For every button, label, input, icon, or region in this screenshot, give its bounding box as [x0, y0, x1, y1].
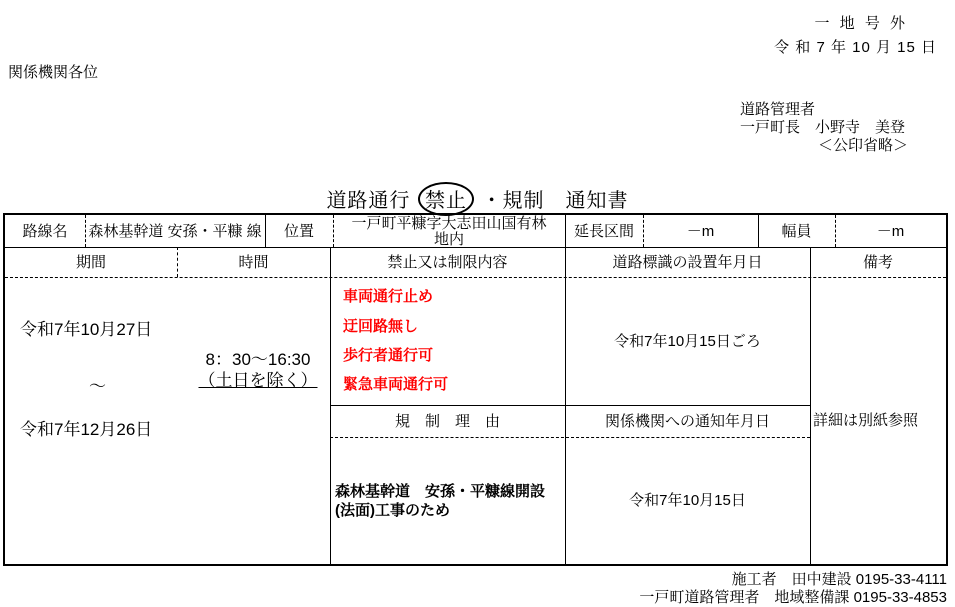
period-tilde: ～	[89, 377, 106, 396]
period-end-date: 令和7年12月26日	[20, 420, 153, 439]
doc-number: 一 地 号 外	[814, 15, 908, 32]
recipient: 関係機関各位	[8, 64, 99, 81]
row1-divider-dashed-3	[643, 215, 644, 247]
restriction-item: 迂回路無し	[343, 318, 419, 335]
route-value: 森林基幹道 安孫・平糠 線	[88, 222, 262, 240]
title-pre: 道路通行	[326, 190, 411, 212]
notice-table	[3, 213, 948, 566]
seal-note: ＜公印省略＞	[818, 137, 909, 154]
title-post: ・規制 通知書	[481, 190, 629, 212]
footer-road-manager: 一戸町道路管理者 地域整備課 0195-33-4853	[639, 589, 947, 606]
footer-contractor: 施工者 田中建設 0195-33-4111	[731, 571, 947, 588]
sign-date-header: 道路標識の設置年月日	[612, 253, 763, 271]
reason-label: 規 制 理 由	[394, 412, 500, 430]
sign-date-value: 令和7年10月15日ごろ	[614, 332, 761, 350]
issuer-name: 一戸町長 小野寺 美登	[740, 119, 906, 136]
remarks-value: 詳細は別紙参照	[813, 412, 919, 429]
restriction-item: 緊急車両通行可	[343, 376, 449, 393]
period-header: 期間	[75, 253, 106, 271]
row1-divider-solid-2	[758, 215, 759, 247]
notice-date-label: 関係機関への通知年月日	[604, 412, 770, 430]
restriction-item: 車両通行止め	[343, 288, 434, 305]
issuer-role: 道路管理者	[740, 101, 816, 118]
reason-value: 森林基幹道 安孫・平糠線開設(法面)工事のため	[335, 482, 546, 519]
row1-divider-solid-1	[265, 215, 266, 247]
content-header: 禁止又は制限内容	[387, 253, 508, 271]
row1-divider-dashed-1	[85, 215, 86, 247]
route-label: 路線名	[22, 222, 68, 240]
period-start-date: 令和7年10月27日	[20, 320, 153, 339]
section-label: 延長区間	[573, 222, 634, 240]
title-circled-word: 禁止	[418, 182, 474, 216]
time-value: 8：30～16:30	[205, 350, 311, 369]
location-value: 一戸町平糠字大志田山国有林 地内	[351, 215, 562, 248]
page-title	[0, 182, 955, 216]
time-header: 時間	[238, 253, 269, 271]
location-label: 位置	[283, 222, 314, 240]
time-note: （土日を除く）	[198, 371, 318, 390]
period-time-divider	[177, 247, 178, 277]
restriction-item: 歩行者通行可	[343, 347, 434, 364]
section-value: －m	[686, 222, 715, 240]
row1-divider-dashed-4	[835, 215, 836, 247]
notice-date-value: 令和7年10月15日	[629, 492, 746, 509]
row1-divider-dashed-2	[333, 215, 334, 247]
width-label: 幅員	[781, 222, 812, 240]
width-value: －m	[876, 222, 905, 240]
issue-date: 令 和 7 年 10 月 15 日	[774, 39, 937, 56]
remarks-header: 備考	[862, 253, 893, 271]
